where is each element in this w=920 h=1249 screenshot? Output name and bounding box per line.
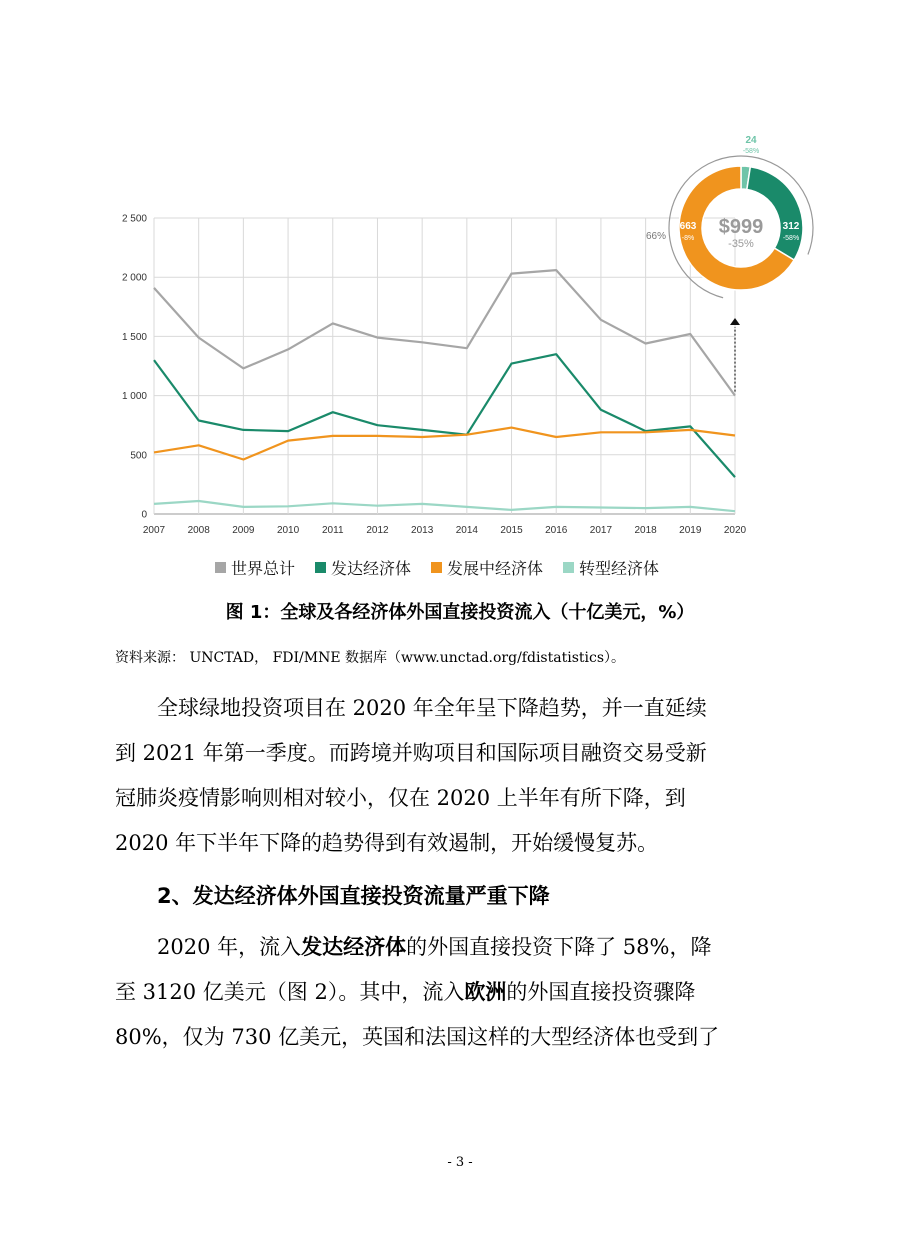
x-tick-label: 2019 bbox=[679, 525, 702, 536]
slice-change-label: -8% bbox=[681, 235, 695, 242]
text-run: 至 3120 亿美元（图 2）。其中，流入 bbox=[115, 980, 465, 1004]
x-tick-label: 2017 bbox=[589, 525, 613, 536]
paragraph-line: 2020 年下半年下降的趋势得到有效遏制，开始缓慢复苏。 bbox=[115, 831, 659, 855]
legend-item bbox=[431, 556, 543, 579]
legend-swatch bbox=[563, 562, 574, 573]
paragraph-line bbox=[115, 970, 805, 1015]
y-tick-label: 1 000 bbox=[121, 391, 147, 403]
slice-value-label: 24 bbox=[745, 135, 757, 146]
x-tick-label: 2018 bbox=[634, 525, 657, 536]
donut-total-change: -35% bbox=[728, 238, 754, 250]
section-heading: 2、发达经济体外国直接投资流量严重下降 bbox=[157, 884, 550, 908]
paragraph-line: 80%，仅为 730 亿美元，英国和法国这样的大型经济体也受到了 bbox=[115, 1025, 720, 1049]
legend-label: 世界总计 bbox=[231, 558, 296, 578]
legend-swatch bbox=[315, 562, 326, 573]
slice-change-label: -58% bbox=[782, 235, 800, 242]
legend-swatch bbox=[215, 562, 226, 573]
chart-legend bbox=[215, 556, 659, 578]
slice-change-label: -58% bbox=[742, 148, 760, 155]
paragraph-line: 冠肺炎疫情影响则相对较小，仅在 2020 上半年有所下降，到 bbox=[115, 786, 686, 810]
legend-item bbox=[215, 556, 295, 579]
legend-label: 发展中经济体 bbox=[447, 558, 544, 578]
legend-item bbox=[563, 556, 659, 579]
bold-term: 发达经济体 bbox=[301, 935, 407, 959]
connector-arrow bbox=[730, 318, 740, 325]
page-number: - 3 - bbox=[447, 1155, 473, 1170]
x-tick-label: 2009 bbox=[232, 525, 255, 536]
share-label: 66% bbox=[645, 231, 667, 242]
x-tick-label: 2014 bbox=[455, 525, 478, 536]
slice-value-label: 663 bbox=[679, 221, 697, 232]
text-run: 的外国直接投资下降了 58%，降 bbox=[406, 935, 712, 959]
slice-value-label: 312 bbox=[782, 221, 800, 232]
text-run: 的外国直接投资骤降 bbox=[506, 980, 696, 1004]
series-line bbox=[154, 270, 735, 396]
legend-label: 发达经济体 bbox=[331, 558, 412, 578]
y-tick-label: 500 bbox=[130, 450, 147, 462]
x-tick-label: 2008 bbox=[187, 525, 210, 536]
x-tick-label: 2013 bbox=[411, 525, 434, 536]
x-tick-label: 2007 bbox=[142, 525, 166, 536]
x-tick-label: 2010 bbox=[276, 525, 300, 536]
y-tick-label: 1 500 bbox=[121, 331, 147, 343]
paragraph-line: 到 2021 年第一季度。而跨境并购项目和国际项目融资交易受新 bbox=[115, 741, 707, 765]
paragraph-line: 全球绿地投资项目在 2020 年全年呈下降趋势，并一直延续 bbox=[157, 696, 707, 720]
x-tick-label: 2015 bbox=[500, 525, 523, 536]
bold-term: 欧洲 bbox=[464, 980, 507, 1004]
legend-label: 转型经济体 bbox=[579, 558, 660, 578]
fdi-line-chart bbox=[0, 0, 920, 560]
legend-item bbox=[315, 556, 411, 579]
paragraph-developed bbox=[115, 925, 805, 1060]
paragraph-line bbox=[115, 925, 805, 970]
x-tick-label: 2012 bbox=[366, 525, 389, 536]
fdi-chart-figure bbox=[0, 0, 920, 600]
x-tick-label: 2020 bbox=[723, 525, 747, 536]
text-run: 2020 年，流入 bbox=[157, 935, 302, 959]
figure-caption: 图 1：全球及各经济体外国直接投资流入（十亿美元，%） bbox=[225, 602, 695, 623]
legend-swatch bbox=[431, 562, 442, 573]
y-tick-label: 0 bbox=[141, 509, 147, 521]
y-tick-label: 2 000 bbox=[121, 272, 147, 284]
paragraph-greenfield bbox=[115, 686, 805, 866]
series-line bbox=[154, 501, 735, 511]
figure-source: 资料来源： UNCTAD， FDI/MNE 数据库（www.unctad.org/fdistatistics）。 bbox=[115, 650, 626, 666]
donut-total-label: $999 bbox=[718, 216, 764, 238]
y-tick-label: 2 500 bbox=[121, 213, 147, 225]
x-tick-label: 2016 bbox=[545, 525, 568, 536]
x-tick-label: 2011 bbox=[322, 525, 344, 536]
